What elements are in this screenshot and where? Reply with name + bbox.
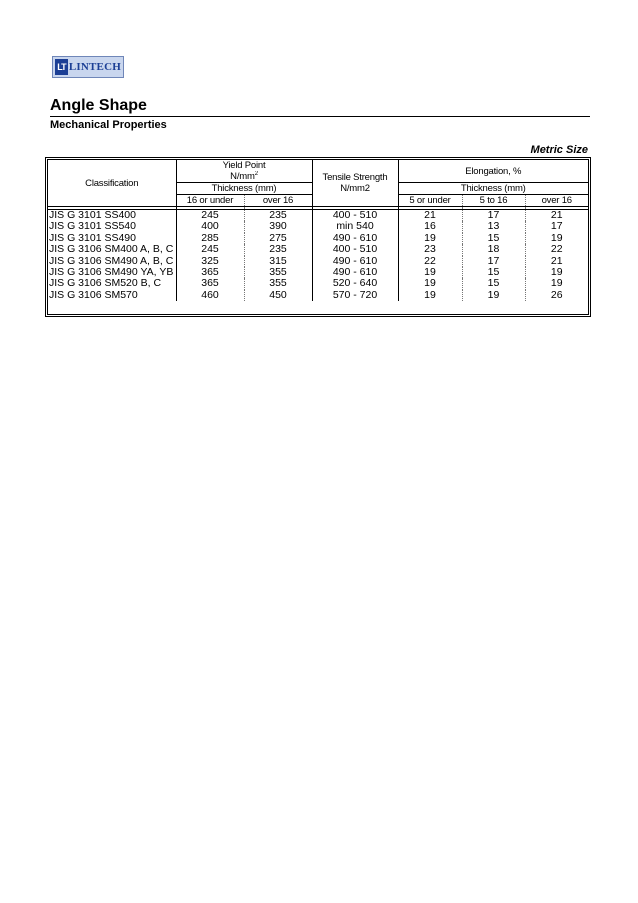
table-row xyxy=(48,278,588,289)
row-elong-5-under: 19 xyxy=(398,278,462,289)
row-yield-over-16: 355 xyxy=(244,267,312,278)
row-tensile-strength: 400 - 510 xyxy=(312,210,398,222)
size-note: Metric Size xyxy=(530,144,588,156)
header-tensile-blank xyxy=(312,195,398,207)
row-elong-over-16: 22 xyxy=(550,244,563,256)
header-tensile-unit: N/mm2 xyxy=(312,183,398,195)
table-row xyxy=(48,210,588,222)
header-elong-col-3: over 16 xyxy=(525,195,588,207)
row-yield-over-16: 355 xyxy=(244,278,312,289)
row-elong-5-to-16: 17 xyxy=(462,256,525,267)
row-elong-over-16: 19 xyxy=(550,267,563,279)
row-yield-over-16: 390 xyxy=(244,221,312,232)
header-elongation: Elongation, % xyxy=(465,165,522,177)
row-elong-5-to-16: 18 xyxy=(462,244,525,255)
row-yield-16-under: 460 xyxy=(176,290,244,301)
row-tensile-strength: 570 - 720 xyxy=(312,290,398,301)
row-classification: JIS G 3106 SM490 YA, YB xyxy=(48,267,176,278)
row-elong-5-to-16: 19 xyxy=(462,290,525,301)
header-yield-unit: $N/mm^2$ xyxy=(176,171,312,183)
row-elong-5-to-16: 13 xyxy=(462,221,525,232)
row-tensile-strength: 490 - 610 xyxy=(312,267,398,278)
title-rule xyxy=(50,116,590,117)
table-row xyxy=(48,221,588,232)
row-elong-5-under: 19 xyxy=(398,267,462,278)
table-body xyxy=(48,210,588,302)
header-tensile-strength: Tensile Strength xyxy=(312,160,398,183)
logo-mark: LT xyxy=(55,59,68,75)
header-yield-point: Yield Point xyxy=(176,160,312,171)
table-row xyxy=(48,256,588,267)
page-title: Angle Shape xyxy=(50,97,147,114)
row-elong-over-16: 19 xyxy=(550,232,563,244)
row-classification: JIS G 3106 SM400 A, B, C xyxy=(48,244,176,255)
row-tensile-strength: 490 - 610 xyxy=(312,233,398,244)
row-yield-16-under: 245 xyxy=(176,244,244,255)
row-elong-over-16: 26 xyxy=(550,289,563,301)
table-row xyxy=(48,267,588,278)
row-elong-5-under: 23 xyxy=(398,244,462,255)
row-classification: JIS G 3106 SM520 B, C xyxy=(48,278,176,289)
row-yield-16-under: 365 xyxy=(176,267,244,278)
row-yield-16-under: 285 xyxy=(176,233,244,244)
header-yield-col-1: 16 or under xyxy=(176,195,244,207)
row-elong-5-under: 19 xyxy=(398,233,462,244)
row-yield-16-under: 400 xyxy=(176,221,244,232)
row-elong-5-to-16: 15 xyxy=(462,267,525,278)
company-logo xyxy=(52,56,124,78)
row-elong-over-16: 17 xyxy=(550,221,563,233)
table-row xyxy=(48,233,588,244)
row-tensile-strength: 520 - 640 xyxy=(312,278,398,289)
header-elong-col-2: 5 to 16 xyxy=(462,195,525,207)
row-elong-5-to-16: 15 xyxy=(462,278,525,289)
row-elong-5-under: 16 xyxy=(398,221,462,232)
properties-table xyxy=(45,157,591,317)
row-classification: JIS G 3106 SM490 A, B, C xyxy=(48,256,176,267)
row-elong-5-to-16: 17 xyxy=(462,210,525,222)
row-elong-5-under: 19 xyxy=(398,290,462,301)
row-tensile-strength: min 540 xyxy=(312,221,398,232)
header-yield-col-2: over 16 xyxy=(244,195,312,207)
page-subtitle: Mechanical Properties xyxy=(50,119,167,131)
row-classification: JIS G 3101 SS490 xyxy=(48,233,176,244)
row-yield-16-under: 325 xyxy=(176,256,244,267)
row-elong-over-16: 21 xyxy=(550,255,563,267)
row-yield-over-16: 315 xyxy=(244,256,312,267)
table-row xyxy=(48,290,588,301)
row-classification: JIS G 3101 SS400 xyxy=(48,210,176,222)
header-classification: Classification xyxy=(48,160,176,207)
row-yield-over-16: 275 xyxy=(244,233,312,244)
row-elong-5-under: 21 xyxy=(398,210,462,222)
row-yield-over-16: 235 xyxy=(244,244,312,255)
row-tensile-strength: 490 - 610 xyxy=(312,256,398,267)
row-yield-over-16: 450 xyxy=(244,290,312,301)
row-yield-over-16: 235 xyxy=(244,210,312,222)
table-row xyxy=(48,244,588,255)
header-yield-thickness: Thickness (mm) xyxy=(176,183,312,195)
logo-text: LINTECH xyxy=(68,61,121,73)
row-elong-5-to-16: 15 xyxy=(462,233,525,244)
header-elong-col-1: 5 or under xyxy=(398,195,462,207)
row-yield-16-under: 245 xyxy=(176,210,244,222)
table-header xyxy=(48,160,588,210)
row-classification: JIS G 3101 SS540 xyxy=(48,221,176,232)
row-elong-over-16: 19 xyxy=(550,278,563,290)
row-elong-5-under: 22 xyxy=(398,256,462,267)
row-elong-over-16: 21 xyxy=(550,209,563,221)
header-elong-thickness: Thickness (mm) xyxy=(398,183,588,195)
row-tensile-strength: 400 - 510 xyxy=(312,244,398,255)
row-yield-16-under: 365 xyxy=(176,278,244,289)
row-classification: JIS G 3106 SM570 xyxy=(48,290,176,301)
